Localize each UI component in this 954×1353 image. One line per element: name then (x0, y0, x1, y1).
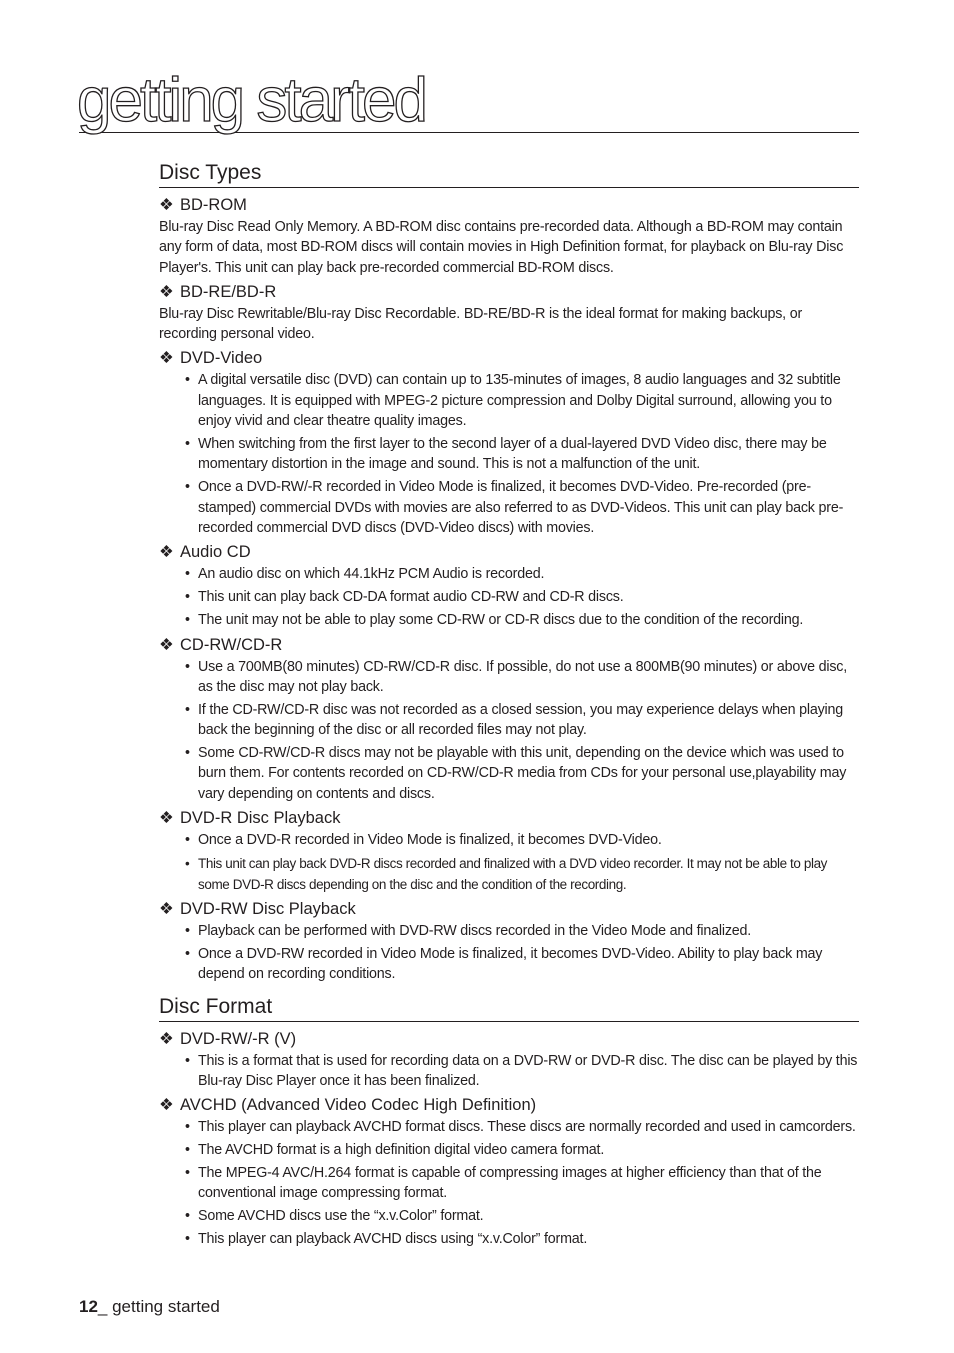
subsection-heading (159, 282, 859, 302)
bullet-list (159, 830, 859, 895)
diamond-bullet-icon: ❖ (159, 349, 174, 368)
list-item: • Once a DVD-R recorded in Video Mode is finalized, it becomes DVD-Video. (185, 830, 859, 850)
list-item: • Once a DVD-RW/-R recorded in Video Mode is finalized, it becomes DVD-Video. Pre-recorded (pre-stamped) commercial DVDs with movies are also referred to as DVD-Videos. This unit can play back pre-recorded commercial DVD discs (DVD-Video discs) with movies. (185, 477, 859, 538)
chapter-title: getting started (77, 66, 425, 135)
subsection-heading (159, 899, 859, 919)
list-item: • The MPEG-4 AVC/H.264 format is capable of compressing images at higher efficiency than that of the conventional image compressing format. (185, 1163, 859, 1204)
list-item: • When switching from the first layer to the second layer of a dual-layered DVD Video disc, there may be momentary distortion in the image and sound. This is not a malfunction of the unit. (185, 434, 859, 475)
subsection-heading-text: DVD-Video (180, 349, 263, 368)
bullet-list (159, 370, 859, 538)
chapter-header (77, 66, 859, 135)
list-item: • This player can playback AVCHD format discs. These discs are normally recorded and used in camcorders. (185, 1117, 859, 1137)
list-item: • This unit can play back CD-DA format audio CD-RW and CD-R discs. (185, 587, 859, 607)
subsection-heading (159, 195, 859, 215)
page-footer (79, 1297, 220, 1317)
footer-label: _ getting started (97, 1297, 220, 1316)
bullet-list (159, 921, 859, 985)
list-item: • Some CD-RW/CD-R discs may not be playable with this unit, depending on the device which was used to burn them. For contents recorded on CD-RW/CD-R media from CDs for your personal use,playability may vary depending on contents and discs. (185, 743, 859, 804)
page-content (159, 160, 859, 1254)
subsection-heading-text: CD-RW/CD-R (180, 635, 283, 654)
bullet-list (159, 657, 859, 804)
section-title: Disc Types (159, 160, 859, 188)
description-paragraph: Blu-ray Disc Read Only Memory. A BD-ROM disc contains pre-recorded data. Although a BD-ROM may contain any form of data, most BD-ROM discs will contain movies in High Definition format, for playback on Blu-ray Disc Player's. This unit can play back pre-recorded commercial BD-ROM discs. (159, 219, 844, 276)
diamond-bullet-icon: ❖ (159, 196, 174, 214)
bullet-list (159, 1051, 859, 1092)
subsection-heading (159, 1095, 859, 1115)
bullet-list (159, 564, 859, 630)
list-item: • This unit can play back DVD-R discs recorded and finalized with a DVD video recorder. It may not be able to play some DVD-R discs depending on the disc and the condition of the recording. (185, 853, 859, 895)
list-item: • The AVCHD format is a high definition digital video camera format. (185, 1140, 859, 1160)
subsection-heading-text: DVD-RW Disc Playback (180, 899, 356, 918)
list-item: • Use a 700MB(80 minutes) CD-RW/CD-R disc. If possible, do not use a 800MB(90 minutes) or above disc, as the disc may not play back. (185, 657, 859, 698)
list-item: • Playback can be performed with DVD-RW discs recorded in the Video Mode and finalized. (185, 921, 859, 941)
diamond-bullet-icon: ❖ (159, 282, 174, 301)
subsection-heading-text: DVD-R Disc Playback (180, 808, 341, 827)
subsection-heading-text: Audio CD (180, 543, 251, 562)
subsection-heading-text: AVCHD (Advanced Video Codec High Definition) (180, 1096, 537, 1115)
subsection-heading-text: BD-RE/BD-R (180, 282, 277, 301)
subsection-heading (159, 1029, 859, 1049)
diamond-bullet-icon: ❖ (159, 1029, 174, 1048)
subsection-heading (159, 635, 859, 655)
subsection-heading (159, 542, 859, 562)
diamond-bullet-icon: ❖ (159, 899, 174, 918)
list-item: • The unit may not be able to play some CD-RW or CD-R discs due to the condition of the recording. (185, 610, 859, 630)
page-number: 12 (79, 1297, 98, 1316)
subsection-heading-text: BD-ROM (180, 196, 247, 214)
list-item: • An audio disc on which 44.1kHz PCM Audio is recorded. (185, 564, 859, 584)
list-item: • Once a DVD-RW recorded in Video Mode is finalized, it becomes DVD-Video. Ability to play back may depend on recording conditions. (185, 944, 859, 985)
subsection-heading (159, 808, 859, 828)
list-item: • Some AVCHD discs use the “x.v.Color” format. (185, 1206, 859, 1226)
bullet-list (159, 1117, 859, 1250)
list-item: • This is a format that is used for recording data on a DVD-RW or DVD-R disc. The disc can be played by this Blu-ray Disc Player once it has been finalized. (185, 1051, 859, 1092)
section-title: Disc Format (159, 994, 859, 1022)
subsection-heading-text: DVD-RW/-R (V) (180, 1029, 297, 1048)
diamond-bullet-icon: ❖ (159, 1096, 174, 1115)
description-paragraph: Blu-ray Disc Rewritable/Blu-ray Disc Recordable. BD-RE/BD-R is the ideal format for making backups, or recording personal video. (159, 305, 803, 343)
list-item: • A digital versatile disc (DVD) can contain up to 135-minutes of images, 8 audio languages and 32 subtitle languages. It is equipped with MPEG-2 picture compression and Dolby Digital surround, allowing you to enjoy vivid and clear theatre quality images. (185, 370, 859, 431)
list-item: • If the CD-RW/CD-R disc was not recorded as a closed session, you may experience delays when playing back the beginning of the disc or all recorded files may not play. (185, 700, 859, 741)
diamond-bullet-icon: ❖ (159, 635, 174, 654)
diamond-bullet-icon: ❖ (159, 808, 174, 827)
list-item: • This player can playback AVCHD discs using “x.v.Color” format. (185, 1229, 859, 1249)
subsection-heading (159, 348, 859, 368)
diamond-bullet-icon: ❖ (159, 543, 174, 562)
